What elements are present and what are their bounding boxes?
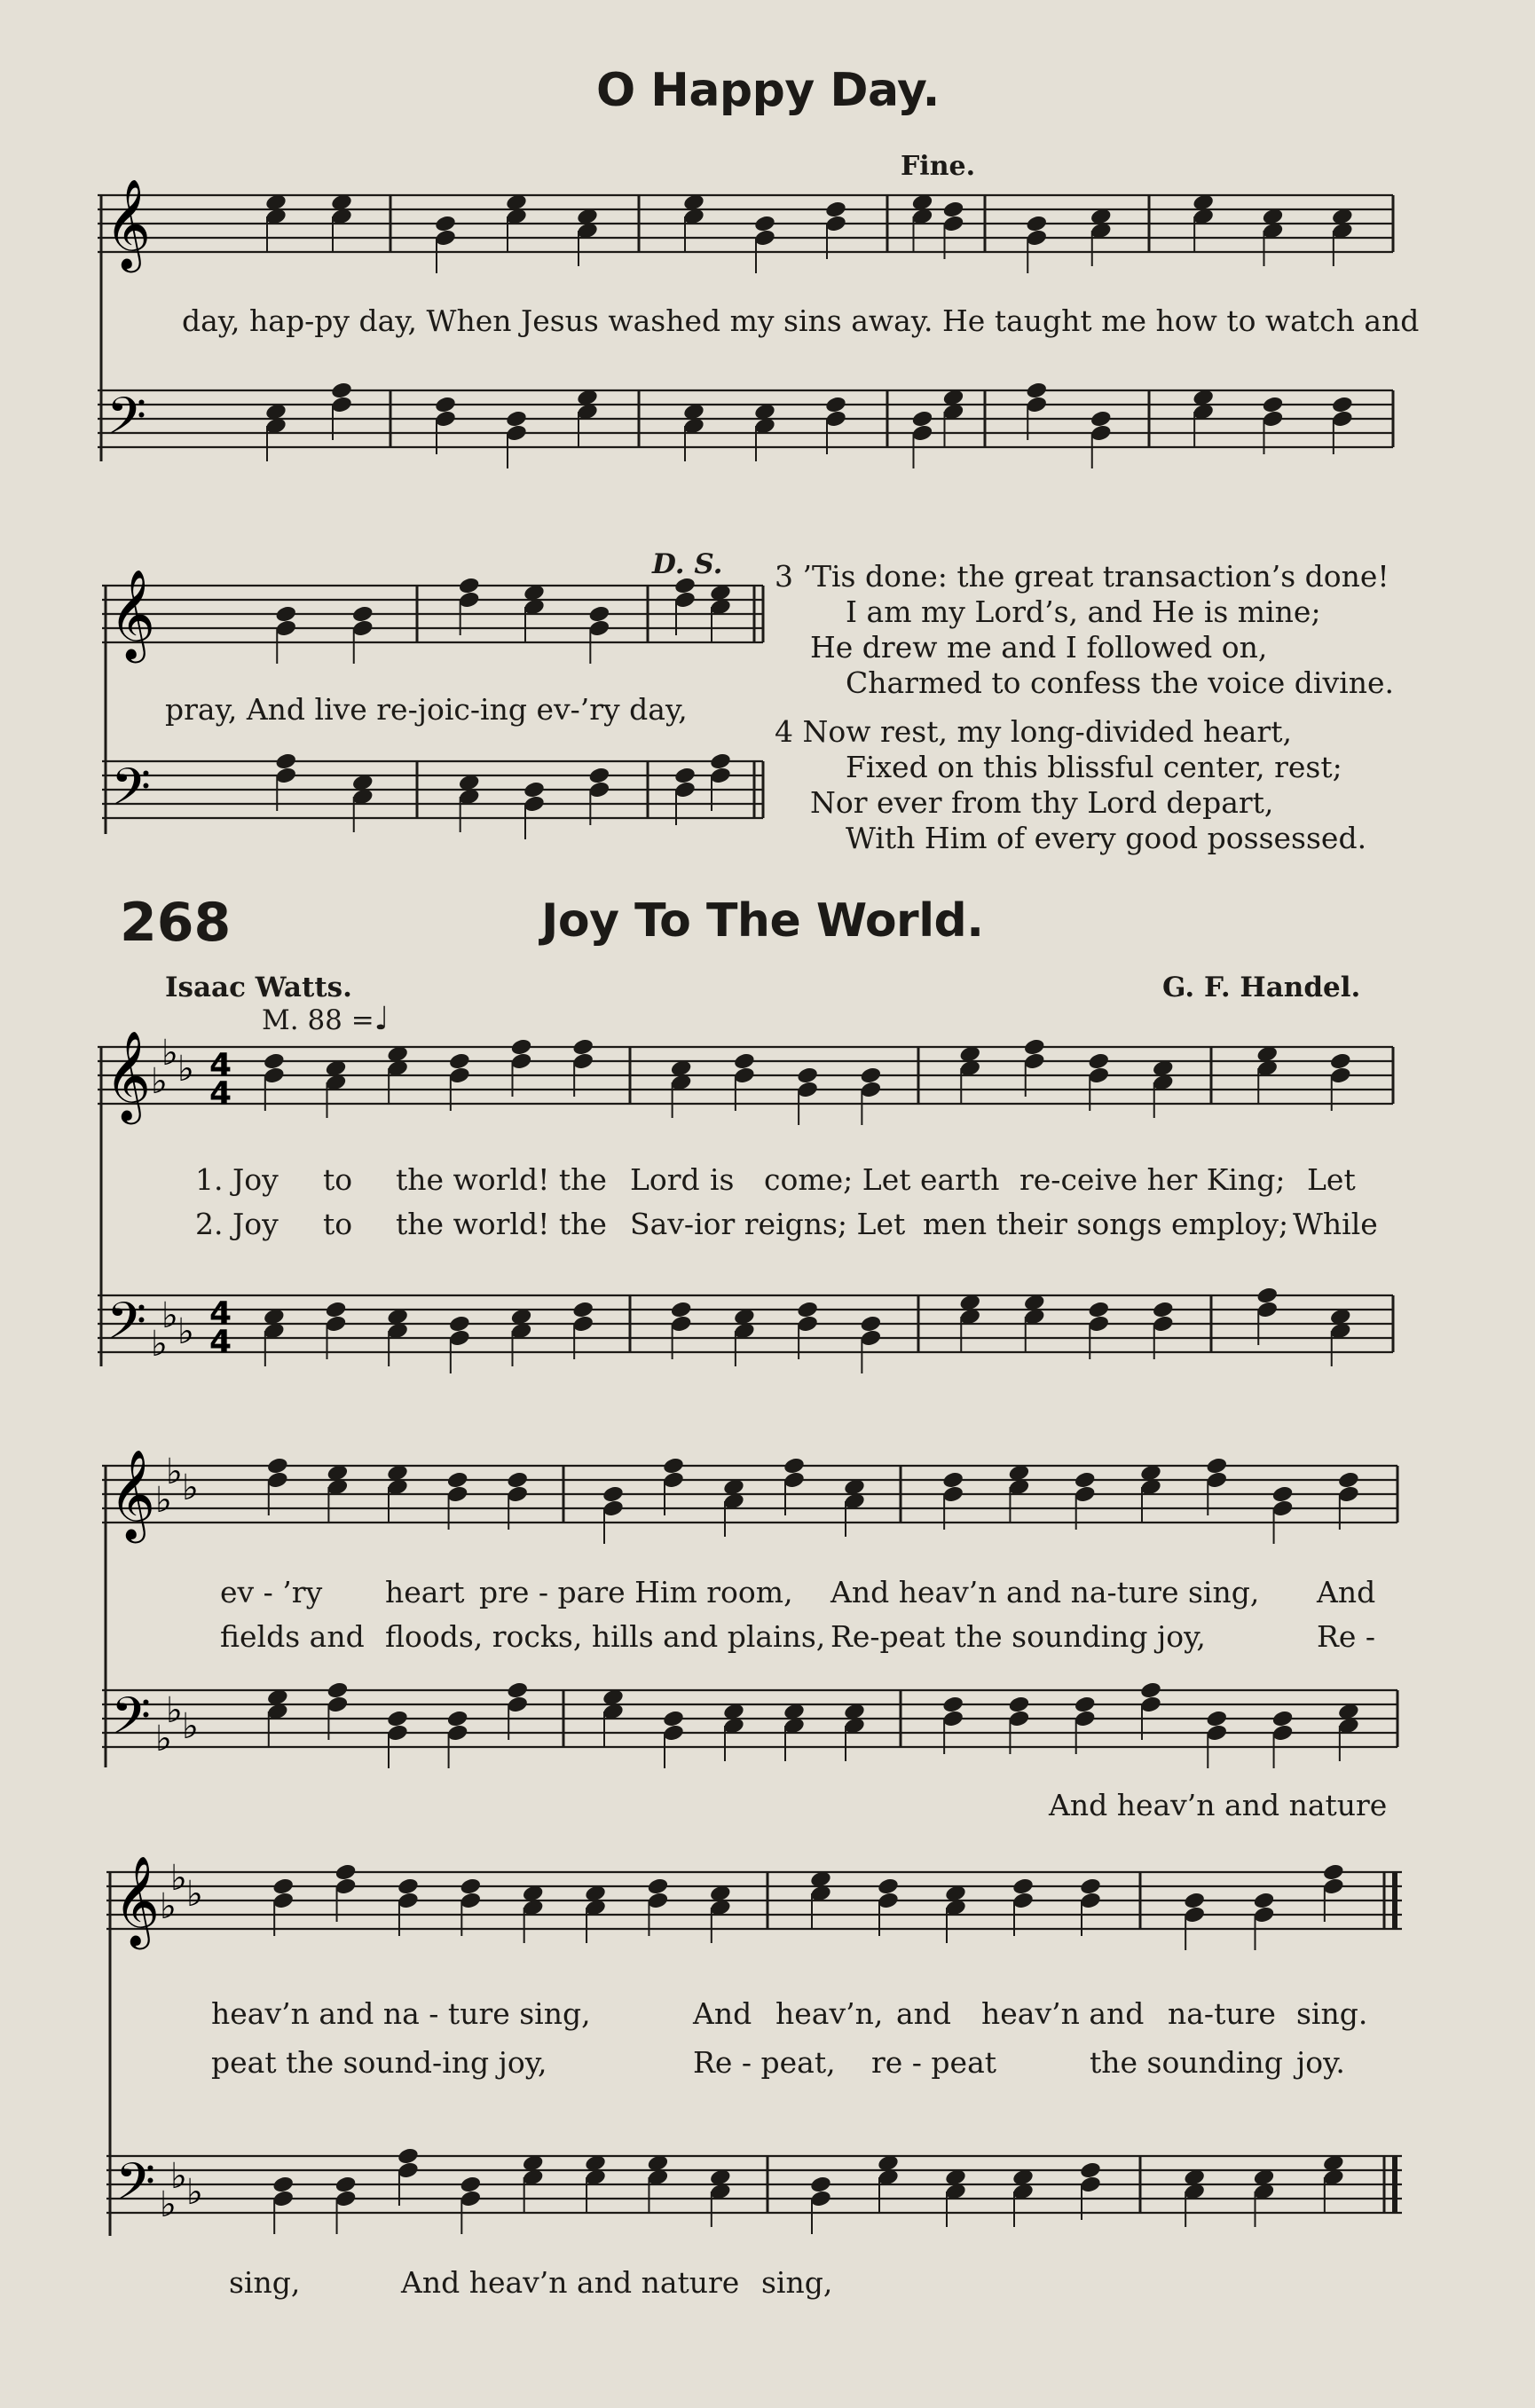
- svg-text:4: 4: [209, 1047, 232, 1083]
- lyric: to: [323, 1207, 353, 1241]
- svg-text:𝄞: 𝄞: [109, 1448, 156, 1539]
- note-head: [397, 1877, 420, 1896]
- note-head: [506, 1680, 529, 1700]
- lyric: And heav’n and nature: [401, 2265, 740, 2300]
- svg-text:♭: ♭: [151, 1061, 168, 1102]
- note-head: [458, 576, 481, 595]
- svg-text:♭: ♭: [166, 1690, 183, 1731]
- lyric: And heav’n and na-ture sing,: [830, 1575, 1260, 1609]
- lyric: and: [896, 1996, 952, 2031]
- note-head: [1337, 1470, 1360, 1490]
- svg-text:♭: ♭: [170, 2156, 187, 2197]
- ds-marker: D. S.: [652, 548, 723, 580]
- quarter-note-icon: ♩: [374, 1001, 390, 1037]
- stanza-line: Charmed to confess the voice divine.: [846, 665, 1394, 700]
- bass-lyric-system2: And heav’n and nature: [1049, 1788, 1388, 1822]
- svg-text:♭: ♭: [177, 1049, 194, 1090]
- note-head: [335, 1862, 358, 1882]
- note-head: [510, 1037, 533, 1057]
- stanza-line: I am my Lord’s, and He is mine;: [846, 594, 1321, 629]
- svg-text:4: 4: [209, 1324, 232, 1360]
- note-head: [1322, 1862, 1345, 1882]
- lyric: And: [1317, 1575, 1376, 1609]
- svg-text:4: 4: [209, 1075, 232, 1112]
- note-head: [1008, 1695, 1031, 1714]
- note-head: [670, 1300, 693, 1319]
- svg-text:𝄞: 𝄞: [105, 1029, 152, 1121]
- note-head: [1262, 395, 1285, 414]
- stanza-number: 3: [775, 559, 793, 594]
- stanza-line: Fixed on this blissful center, rest;: [846, 750, 1342, 784]
- staff-bass: [98, 1278, 1393, 1384]
- note-head: [1183, 1891, 1206, 1910]
- note-head: [911, 409, 934, 429]
- lyric: floods, rocks, hills and plains,: [385, 1619, 826, 1654]
- note-head: [571, 1037, 594, 1057]
- lyric: sing.: [1296, 1996, 1368, 2031]
- note-head: [1012, 1877, 1035, 1896]
- note-head: [587, 766, 610, 785]
- svg-text:♭: ♭: [155, 1480, 172, 1521]
- svg-text:♭: ♭: [177, 1311, 194, 1352]
- note-head: [434, 214, 457, 233]
- svg-text:♭: ♭: [160, 1886, 177, 1927]
- staff-bass: [102, 744, 763, 850]
- note-head: [448, 1051, 471, 1071]
- note-head: [824, 395, 847, 414]
- svg-text:𝄢: 𝄢: [115, 2152, 156, 2224]
- lyric: 2. Joy: [195, 1207, 279, 1241]
- lyric: heav’n and na - ture sing,: [211, 1996, 591, 2031]
- tempo-text: M. 88 =: [262, 1004, 374, 1036]
- fine-marker: Fine.: [901, 151, 976, 182]
- svg-text:♭: ♭: [161, 1033, 178, 1074]
- staff-treble: [102, 568, 763, 674]
- lyric: re-ceive her King;: [1019, 1162, 1286, 1197]
- note-head: [673, 766, 697, 785]
- note-head: [1079, 2160, 1102, 2180]
- note-head: [662, 1709, 685, 1728]
- svg-text:4: 4: [209, 1295, 232, 1332]
- composer: G. F. Handel.: [1162, 972, 1361, 1003]
- note-head: [1023, 1037, 1046, 1057]
- note-head: [330, 381, 353, 400]
- note-head: [1256, 1286, 1279, 1305]
- note-head: [587, 604, 610, 624]
- svg-text:♭: ♭: [182, 1706, 199, 1747]
- stanza-line: He drew me and I followed on,: [810, 630, 1268, 665]
- note-head: [1074, 1470, 1097, 1490]
- hymn-number: 268: [120, 892, 232, 954]
- note-head: [571, 1300, 594, 1319]
- lyric: joy.: [1296, 2045, 1345, 2080]
- svg-text:♭: ♭: [160, 2184, 177, 2225]
- note-head: [459, 2175, 482, 2194]
- note-head: [274, 752, 297, 771]
- hymn-title-o-happy-day: O Happy Day.: [596, 64, 940, 117]
- note-head: [434, 395, 457, 414]
- stanza-line: With Him of every good possessed.: [846, 821, 1367, 855]
- note-head: [673, 576, 697, 595]
- note-head: [942, 200, 965, 219]
- note-head: [1139, 1680, 1162, 1700]
- hymn-title-joy-to-the-world: Joy To The World.: [541, 894, 984, 948]
- staff-bass: [98, 373, 1393, 479]
- note-head: [783, 1456, 806, 1475]
- svg-text:♭: ♭: [161, 1295, 178, 1336]
- lyric: heav’n,: [775, 1996, 884, 2031]
- lyric: the sounding: [1090, 2045, 1283, 2080]
- note-head: [351, 604, 374, 624]
- staff-treble: [98, 177, 1393, 284]
- note-head: [662, 1456, 685, 1475]
- staff-treble: [102, 1448, 1397, 1554]
- note-head: [1025, 214, 1048, 233]
- note-head: [1329, 1051, 1352, 1071]
- note-head: [1087, 1051, 1110, 1071]
- note-head: [325, 1300, 348, 1319]
- lyric: is: [710, 1162, 735, 1197]
- note-head: [796, 1066, 819, 1085]
- lyric: heav’n and: [981, 1996, 1145, 2031]
- lyric: 1. Joy: [195, 1162, 279, 1197]
- svg-text:𝄢: 𝄢: [106, 1291, 147, 1364]
- stanza-line: Nor ever from thy Lord depart,: [810, 785, 1274, 820]
- note-head: [941, 1695, 964, 1714]
- lyric: sing,: [761, 2265, 833, 2300]
- svg-text:♭: ♭: [170, 1858, 187, 1899]
- note-head: [859, 1314, 882, 1334]
- svg-text:𝄞: 𝄞: [109, 568, 156, 659]
- lyric: Let: [1307, 1162, 1356, 1197]
- lyric: ev - ’ry: [220, 1575, 323, 1609]
- lyric: come; Let earth: [764, 1162, 1000, 1197]
- lyric: peat the sound-ing joy,: [211, 2045, 547, 2080]
- note-head: [446, 1470, 469, 1490]
- svg-text:♭: ♭: [182, 1468, 199, 1508]
- note-head: [326, 1680, 349, 1700]
- svg-text:♭: ♭: [186, 1874, 203, 1915]
- note-head: [796, 1300, 819, 1319]
- svg-text:𝄞: 𝄞: [105, 177, 152, 269]
- note-head: [1205, 1709, 1228, 1728]
- stanza-4: [775, 714, 1366, 856]
- note-head: [335, 2175, 358, 2194]
- note-head: [1205, 1456, 1228, 1475]
- lyric: Re - peat,: [693, 2045, 836, 2080]
- hymn1-line1-lyric: day, hap-py day, When Jesus washed my sins away. He taught me how to watch and: [182, 303, 1420, 338]
- note-head: [859, 1066, 882, 1085]
- note-head: [446, 1709, 469, 1728]
- staff-treble: [106, 1854, 1402, 1961]
- lyric: And: [693, 1996, 752, 2031]
- note-head: [602, 1484, 625, 1504]
- note-head: [1331, 395, 1354, 414]
- lyric: While: [1293, 1207, 1378, 1241]
- note-head: [505, 409, 528, 429]
- note-head: [272, 1877, 295, 1896]
- lyric: sing,: [229, 2265, 301, 2300]
- note-head: [1253, 1891, 1276, 1910]
- lyric: heart: [385, 1575, 465, 1609]
- note-head: [1087, 1300, 1110, 1319]
- note-head: [1090, 409, 1113, 429]
- note-head: [397, 2146, 420, 2166]
- note-head: [1271, 1484, 1295, 1504]
- note-head: [824, 200, 847, 219]
- svg-text:𝄢: 𝄢: [106, 386, 147, 459]
- note-head: [733, 1051, 756, 1071]
- note-head: [941, 1470, 964, 1490]
- lyric: Re -: [1317, 1619, 1376, 1654]
- lyric: men their songs employ;: [923, 1207, 1289, 1241]
- note-head: [1271, 1709, 1295, 1728]
- stanza-3: [775, 559, 1394, 701]
- lyric: pre - pare Him room,: [479, 1575, 793, 1609]
- note-head: [1079, 1877, 1102, 1896]
- svg-text:♭: ♭: [155, 1719, 172, 1759]
- note-head: [386, 1709, 409, 1728]
- note-head: [1074, 1695, 1097, 1714]
- svg-text:𝄢: 𝄢: [111, 1686, 152, 1759]
- note-head: [709, 752, 732, 771]
- lyric: fields and: [220, 1619, 365, 1654]
- lyric: to: [323, 1162, 353, 1197]
- hymn1-line2-lyric: pray, And live re-joic-ing ev-’ry day,: [165, 692, 688, 727]
- svg-text:♭: ♭: [186, 2172, 203, 2213]
- note-head: [459, 1877, 482, 1896]
- note-head: [272, 2175, 295, 2194]
- svg-text:𝄢: 𝄢: [111, 757, 152, 830]
- note-head: [266, 1456, 289, 1475]
- svg-text:𝄞: 𝄞: [114, 1854, 161, 1946]
- lyric: Re-peat the sounding joy,: [830, 1619, 1206, 1654]
- lyric: re - peat: [871, 2045, 997, 2080]
- lyric: na-ture: [1168, 1996, 1276, 2031]
- stanza-line: Now rest, my long-divided heart,: [802, 714, 1292, 749]
- note-head: [1025, 381, 1048, 400]
- note-head: [753, 214, 776, 233]
- lyric: Lord: [630, 1162, 700, 1197]
- note-head: [523, 780, 546, 799]
- note-head: [263, 1051, 286, 1071]
- stanza-number: 4: [775, 714, 793, 749]
- note-head: [506, 1470, 529, 1490]
- note-head: [809, 2175, 832, 2194]
- note-head: [1152, 1300, 1175, 1319]
- svg-text:♭: ♭: [151, 1324, 168, 1365]
- staff-bass: [102, 1672, 1397, 1779]
- lyric: Sav-ior reigns; Let: [630, 1207, 906, 1241]
- stanza-line: ’Tis done: the great transaction’s done!: [802, 559, 1389, 594]
- note-head: [647, 1877, 670, 1896]
- lyric: the world! the: [396, 1207, 607, 1241]
- note-head: [448, 1314, 471, 1334]
- lyricist: Isaac Watts.: [165, 972, 352, 1003]
- staff-bass: [106, 2138, 1402, 2245]
- note-head: [274, 604, 297, 624]
- staff-treble: [98, 1029, 1393, 1136]
- note-head: [877, 1877, 900, 1896]
- lyric: the world! the: [396, 1162, 607, 1197]
- svg-text:♭: ♭: [166, 1452, 183, 1492]
